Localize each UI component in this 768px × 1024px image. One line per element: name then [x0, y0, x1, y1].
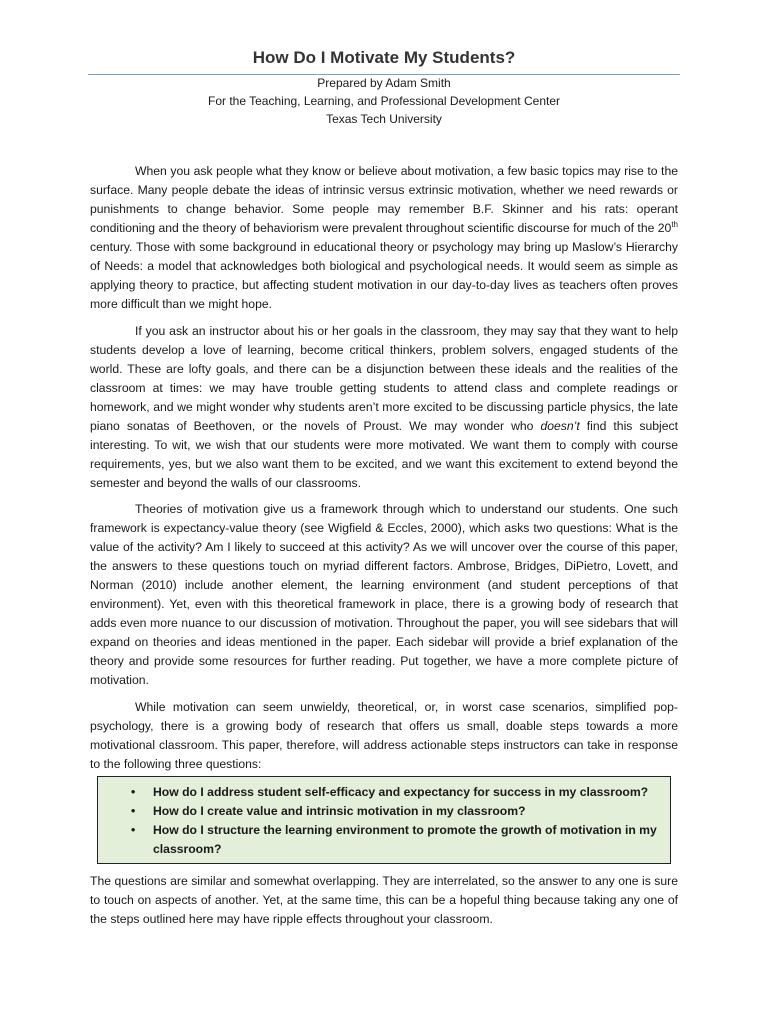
center-line: For the Teaching, Learning, and Professional Development Center — [208, 94, 560, 108]
question-item: • How do I address student self-efficacy and expectancy for success in my classroom? — [153, 783, 670, 802]
title-divider — [88, 74, 680, 75]
bullet-icon: • — [131, 785, 136, 799]
questions-list — [98, 777, 670, 859]
question-item: • How do I create value and intrinsic motivation in my classroom? — [153, 802, 670, 821]
paragraph-2: If you ask an instructor about his or her goals in the classroom, they may say that they want to help students develop a love of learning, become critical thinkers, problem solvers, engaged students of the world. These are lofty goals, and there can be a disjunction between these ideals and the realities of the classroom at times: we may have trouble getting students to attend class and complete readings or homework, and we might wonder why students aren’t more excited to be discussing particle physics, the late piano sonatas of Beethoven, or the novels of Proust. We may wonder who doesn’t find this subject interesting. To wit, we wish that our students were more motivated. We want them to comply with course requirements, yes, but we also want them to be excited, and we want this excitement to extend beyond the semester and beyond the walls of our classrooms. — [90, 324, 678, 490]
emphasis-doesnt: doesn’t — [540, 419, 580, 433]
questions-callout-box — [97, 776, 671, 864]
university-line: Texas Tech University — [326, 112, 442, 126]
document-title: How Do I Motivate My Students? — [252, 48, 516, 67]
superscript-th: th — [671, 219, 678, 229]
bullet-icon: • — [131, 823, 136, 837]
bullet-icon: • — [131, 804, 136, 818]
paragraph-5: The questions are similar and somewhat overlapping. They are interrelated, so the answer to any one is sure to touch on aspects of another. Yet, at the same time, this can be a hopeful thing because taking any one of the steps outlined here may have ripple effects throughout your classroom. — [90, 874, 678, 926]
author-line: Prepared by Adam Smith — [317, 76, 451, 90]
paragraph-1: When you ask people what they know or believe about motivation, a few basic topics may rise to the surface. Many people debate the ideas of intrinsic versus extrinsic motivation, whether we need rewards or punishments to change behavior. Some people may remember B.F. Skinner and his rats: operant conditioning and the theory of behaviorism were prevalent throughout scientific discourse for much of the 20th century. Those with some background in educational theory or psychology may bring up Maslow’s Hierarchy of Needs: a model that acknowledges both biological and psychological needs. It would seem as simple as applying theory to practice, but affecting student motivation in our day-to-day lives as teachers often proves more difficult than we might hope. — [90, 164, 678, 311]
paragraph-4: While motivation can seem unwieldy, theoretical, or, in worst case scenarios, simplified pop-psychology, there is a growing body of research that offers us small, doable steps towards a more motivational classroom. This paper, therefore, will address actionable steps instructors can take in response to the following three questions: — [90, 700, 678, 771]
paragraph-3: Theories of motivation give us a framework through which to understand our students. One such framework is expectancy-value theory (see Wigfield & Eccles, 2000), which asks two questions: What is the value of the activity? Am I likely to succeed at this activity? As we will uncover over the course of this paper, the answers to these questions touch on myriad different factors. Ambrose, Bridges, DiPietro, Lovett, and Norman (2010) include another element, the learning environment (and student perceptions of that environment). Yet, even with this theoretical framework in place, there is a growing body of research that adds even more nuance to our discussion of motivation. Throughout the paper, you will see sidebars that will expand on theories and ideas mentioned in the paper. Each sidebar will provide a brief explanation of the theory and provide some resources for further reading. Put together, we have a more complete picture of motivation. — [90, 502, 678, 687]
question-item: • How do I structure the learning environment to promote the growth of motivation in my classroom? — [131, 823, 657, 856]
